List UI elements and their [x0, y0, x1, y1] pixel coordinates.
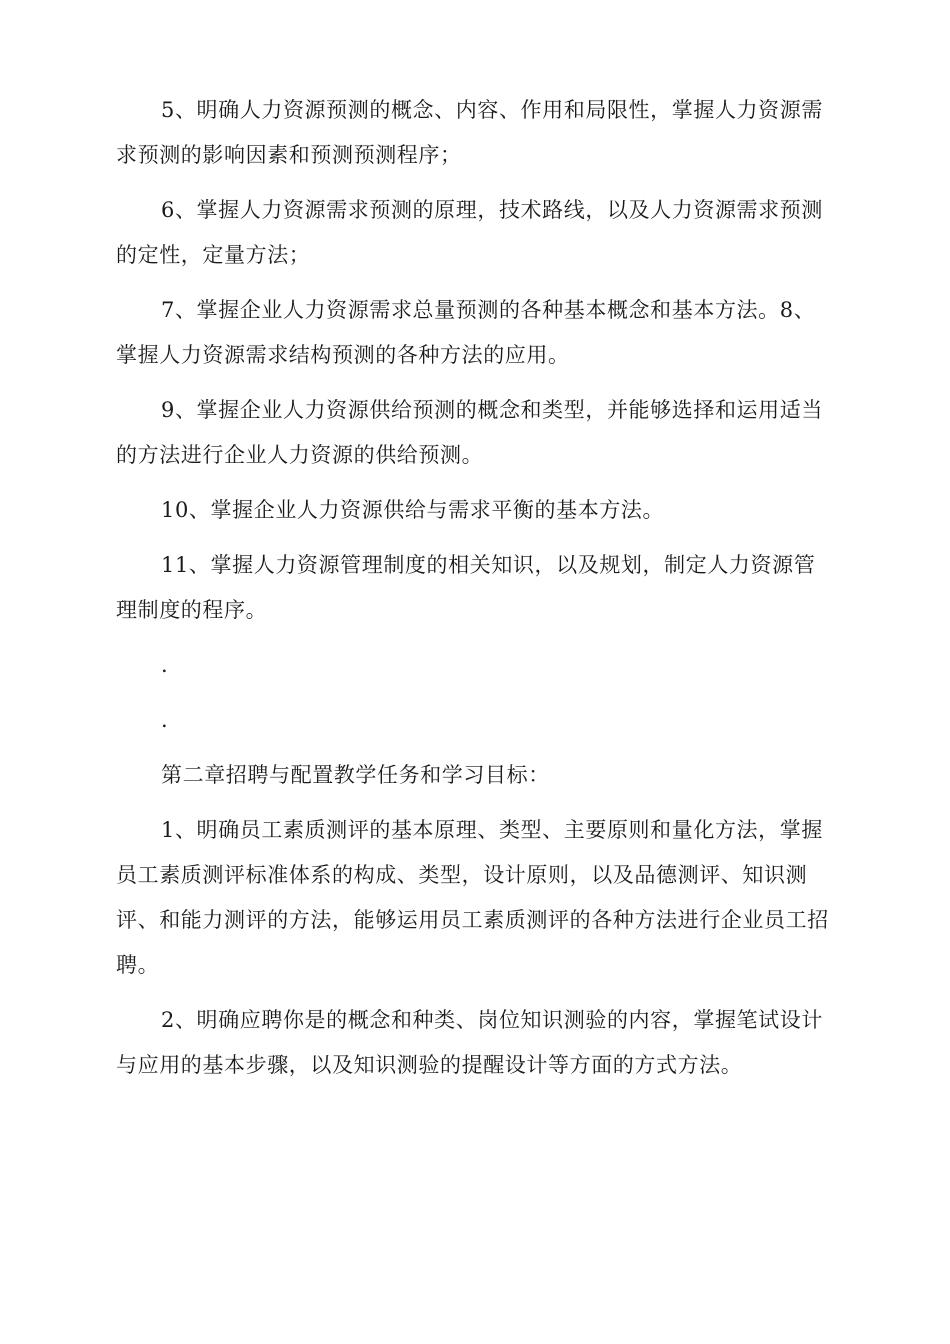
document-body — [116, 88, 836, 1098]
separator-dot: . — [161, 653, 168, 677]
paragraph-item-11: 11、掌握人力资源管理制度的相关知识，以及规划，制定人力资源管理制度的程序。 — [116, 553, 816, 622]
paragraph-item-10: 10、掌握企业人力资源供给与需求平衡的基本方法。 — [161, 498, 665, 522]
paragraph-item-7-8: 7、掌握企业人力资源需求总量预测的各种基本概念和基本方法。8、掌握人力资源需求结构预测的各种方法的应用。 — [116, 298, 816, 367]
paragraph-item-5: 5、明确人力资源预测的概念、内容、作用和局限性，掌握人力资源需求预测的影响因素和预测预测程序； — [116, 98, 823, 167]
paragraph-ch2-item-2: 2、明确应聘你是的概念和种类、岗位知识测验的内容，掌握笔试设计与应用的基本步骤，以及知识测验的提醒设计等方面的方式方法。 — [116, 1008, 823, 1077]
separator-dot: . — [161, 708, 168, 732]
paragraph-ch2-item-1: 1、明确员工素质测评的基本原理、类型、主要原则和量化方法，掌握员工素质测评标准体系的构成、类型，设计原则，以及品德测评、知识测评、和能力测评的方法，能够运用员工素质测评的各种方法进行企业员工招聘。 — [116, 818, 829, 977]
paragraph-item-6: 6、掌握人力资源需求预测的原理，技术路线，以及人力资源需求预测的定性，定量方法； — [116, 198, 823, 267]
paragraph-item-9: 9、掌握企业人力资源供给预测的概念和类型，并能够选择和运用适当的方法进行企业人力资源的供给预测。 — [116, 398, 823, 467]
chapter-heading: 第二章招聘与配置教学任务和学习目标： — [161, 763, 550, 787]
